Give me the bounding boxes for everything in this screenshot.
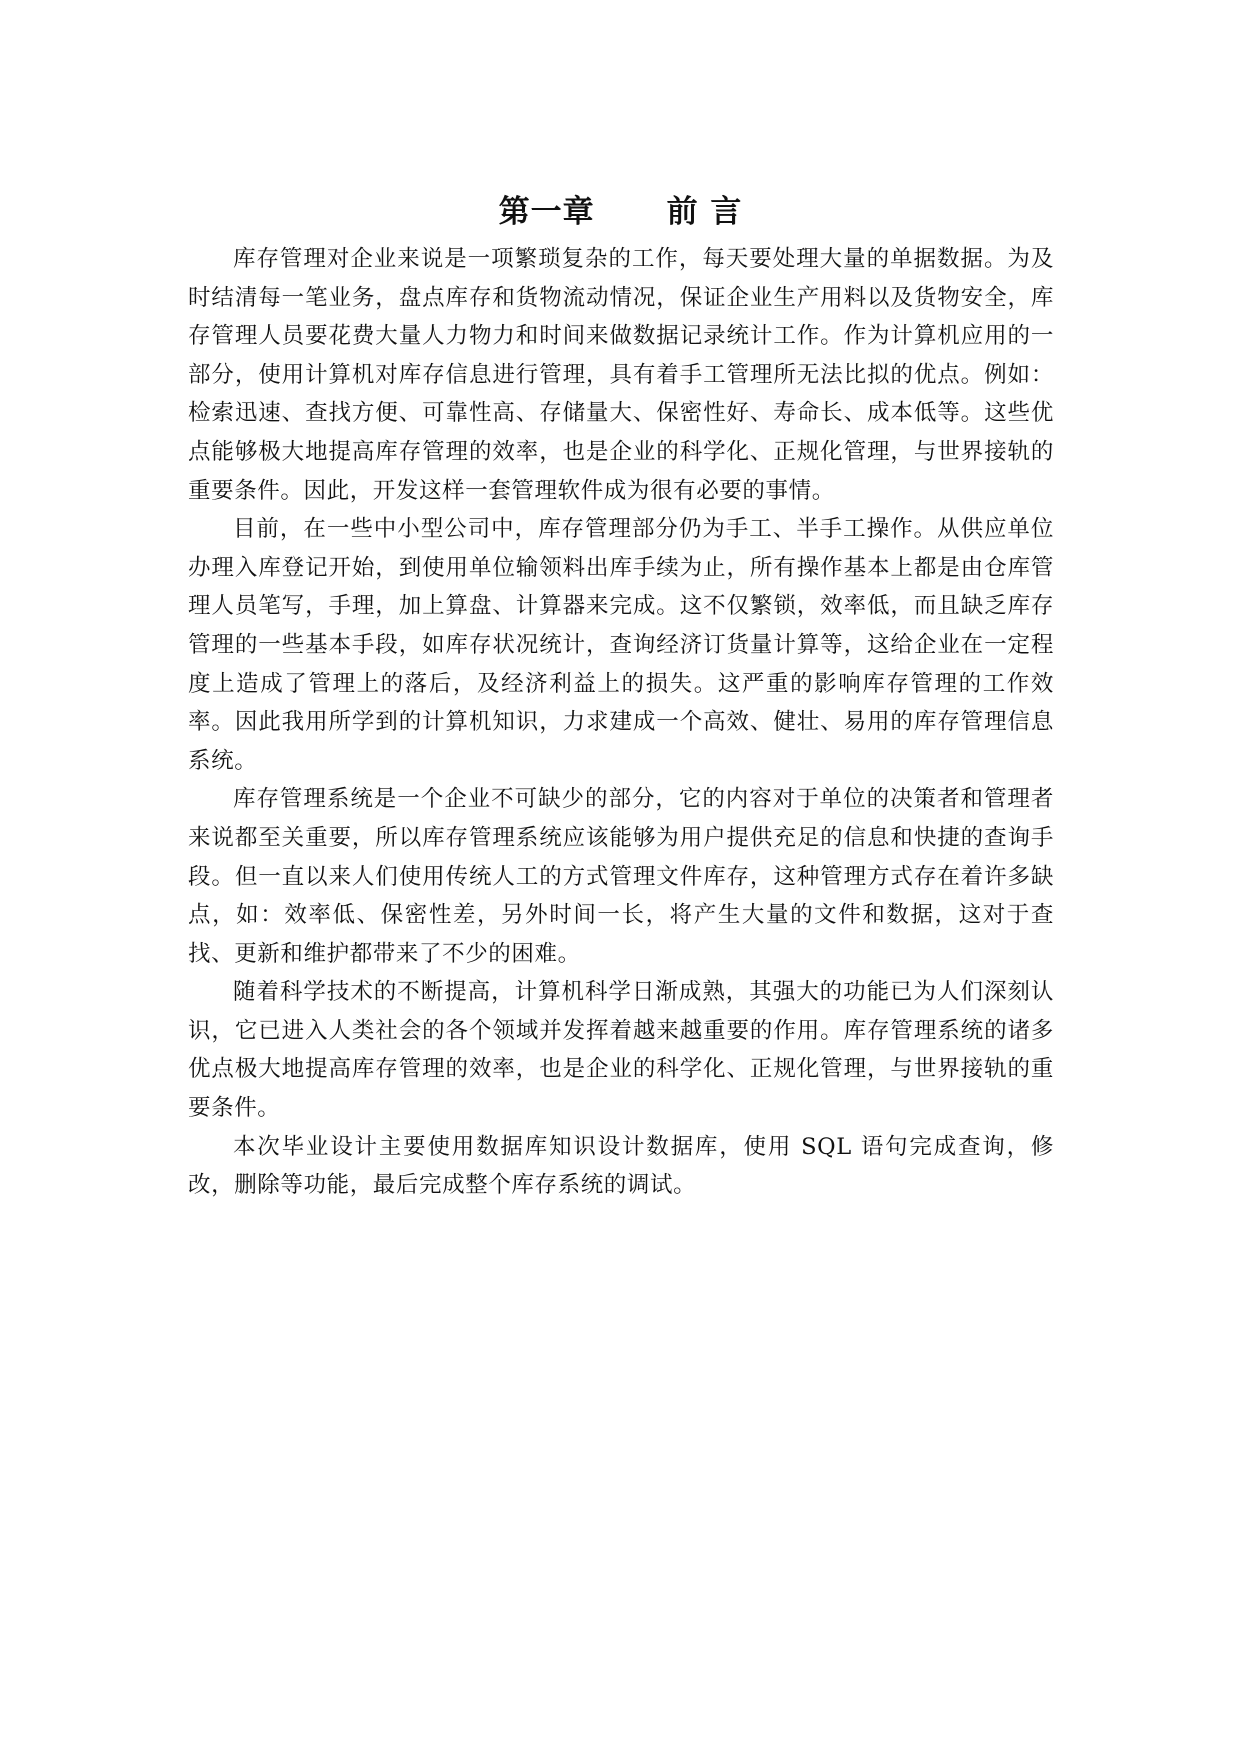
paragraph-4: 随着科学技术的不断提高，计算机科学日渐成熟，其强大的功能已为人们深刻认识，它已进入人类社会的各个领域并发挥着越来越重要的作用。库存管理系统的诸多优点极大地提高库存管理的效率，也是企业的科学化、正规化管理，与世界接轨的重要条件。 [188, 979, 1054, 1122]
chapter-heading [0, 191, 1241, 233]
paragraph-1: 库存管理对企业来说是一项繁琐复杂的工作，每天要处理大量的单据数据。为及时结清每一笔业务，盘点库存和货物流动情况，保证企业生产用料以及货物安全，库存管理人员要花费大量人力物力和时间来做数据记录统计工作。作为计算机应用的一部分，使用计算机对库存信息进行管理，具有着手工管理所无法比拟的优点。例如：检索迅速、查找方便、可靠性高、存储量大、保密性好、寿命长、成本低等。这些优点能够极大地提高库存管理的效率，也是企业的科学化、正规化管理，与世界接轨的重要条件。因此，开发这样一套管理软件成为很有必要的事情。 [188, 246, 1054, 504]
chapter-title: 前 言 [666, 193, 743, 230]
chapter-label: 第一章 [498, 193, 595, 230]
chapter-body [188, 240, 1054, 1205]
paragraph-3: 库存管理系统是一个企业不可缺少的部分，它的内容对于单位的决策者和管理者来说都至关重要，所以库存管理系统应该能够为用户提供充足的信息和快捷的查询手段。但一直以来人们使用传统人工的方式管理文件库存，这种管理方式存在着许多缺点，如：效率低、保密性差，另外时间一长，将产生大量的文件和数据，这对于查找、更新和维护都带来了不少的困难。 [188, 786, 1054, 967]
paragraph-5: 本次毕业设计主要使用数据库知识设计数据库，使用 SQL 语句完成查询，修改，删除等功能，最后完成整个库存系统的调试。 [188, 1133, 1054, 1199]
paragraph-2: 目前，在一些中小型公司中，库存管理部分仍为手工、半手工操作。从供应单位办理入库登记开始，到使用单位输领料出库手续为止，所有操作基本上都是由仓库管理人员笔写，手理，加上算盘、计算器来完成。这不仅繁锁，效率低，而且缺乏库存管理的一些基本手段，如库存状况统计，查询经济订货量计算等，这给企业在一定程度上造成了管理上的落后，及经济利益上的损失。这严重的影响库存管理的工作效率。因此我用所学到的计算机知识，力求建成一个高效、健壮、易用的库存管理信息系统。 [188, 516, 1054, 774]
